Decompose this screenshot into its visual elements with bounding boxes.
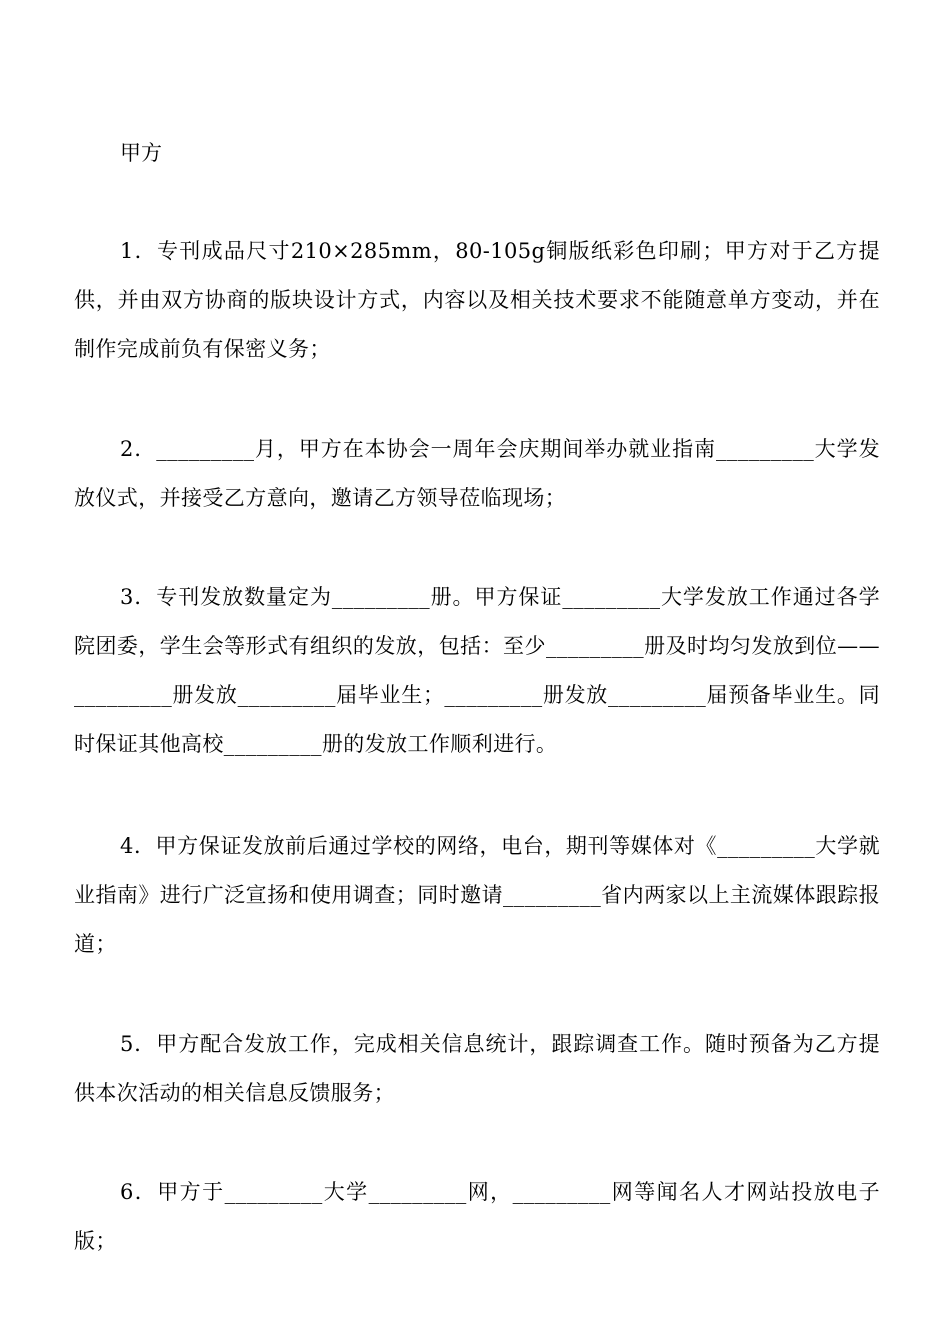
party-a-heading: 甲方 — [120, 141, 162, 165]
clause-4: 4．甲方保证发放前后通过学校的网络，电台，期刊等媒体对《_________大学就业指南》进行广泛宣扬和使用调查；同时邀请_________省内两家以上主流媒体跟踪报道； — [74, 834, 880, 956]
clause-2: 2．_________月，甲方在本协会一周年会庆期间举办就业指南_________大学发放仪式，并接受乙方意向，邀请乙方领导莅临现场； — [74, 437, 880, 510]
clause-3: 3．专刊发放数量定为_________册。甲方保证_________大学发放工作通过各学院团委，学生会等形式有组织的发放，包括：至少_________册及时均匀发放到位——_________册发放_________届毕业生；_________册发放_________届预备毕业生。同时保证其他高校_________册的发放工作顺利进行。 — [74, 585, 880, 756]
clause-5: 5．甲方配合发放工作，完成相关信息统计，跟踪调查工作。随时预备为乙方提供本次活动的相关信息反馈服务； — [74, 1032, 880, 1105]
clause-1: 1．专刊成品尺寸210×285mm，80-105g铜版纸彩色印刷；甲方对于乙方提供，并由双方协商的版块设计方式，内容以及相关技术要求不能随意单方变动，并在制作完成前负有保密义务； — [74, 239, 880, 361]
clause-6: 6．甲方于_________大学_________网，_________网等闻名人才网站投放电子版； — [74, 1180, 880, 1253]
